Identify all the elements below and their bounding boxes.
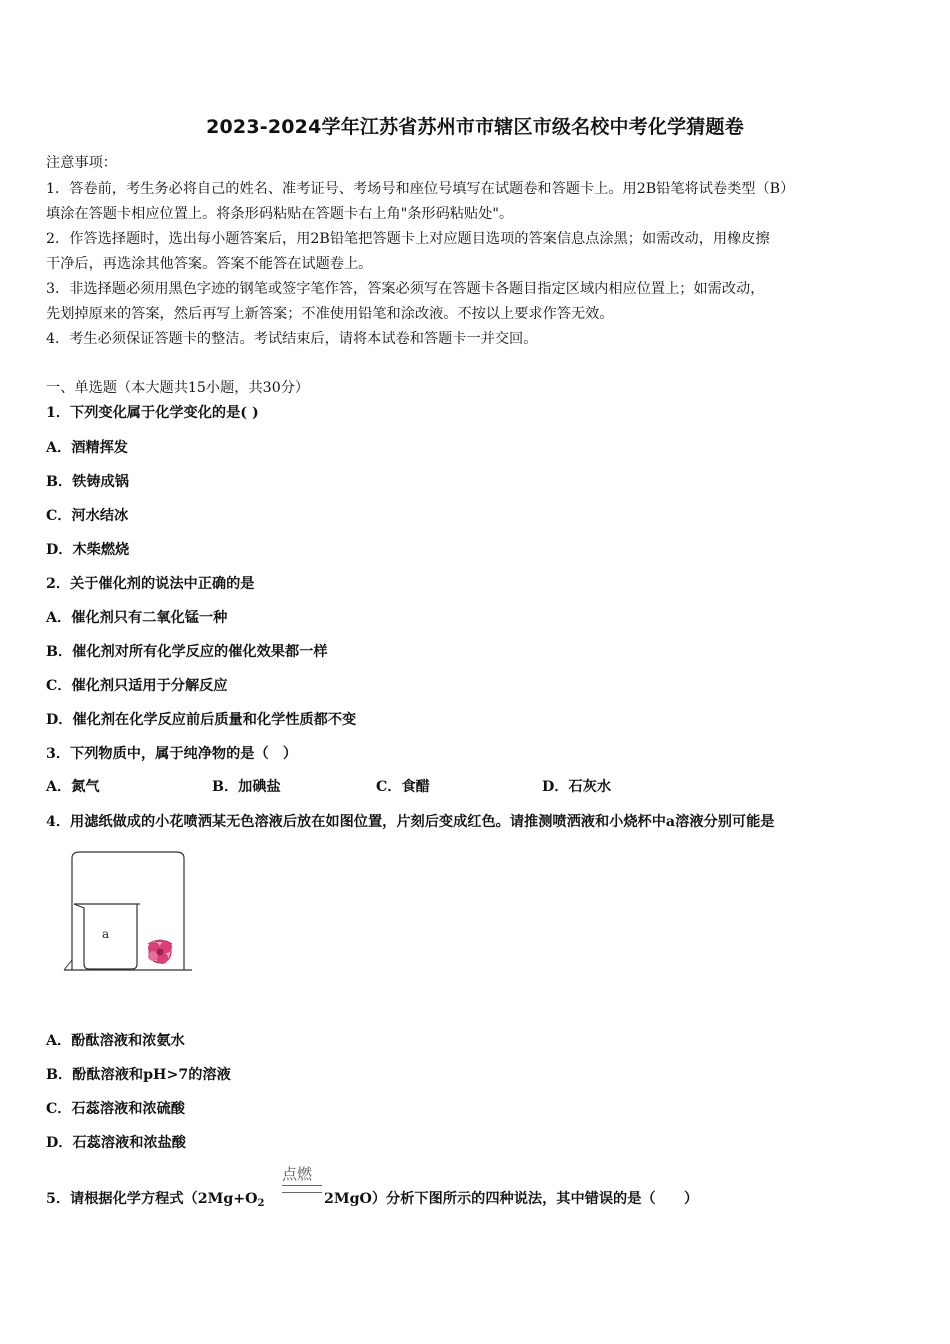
q5-stem — [46, 1163, 926, 1223]
q1-stem: 1．下列变化属于化学变化的是( ) — [46, 405, 259, 421]
notice-heading: 注意事项： — [46, 155, 117, 171]
q2-stem: 2．关于催化剂的说法中正确的是 — [46, 576, 255, 592]
q2-option-b: B．催化剂对所有化学反应的催化效果都一样 — [46, 644, 328, 660]
q2-option-d: D．催化剂在化学反应前后质量和化学性质都不变 — [46, 712, 357, 728]
notice-line: 填涂在答题卡相应位置上。将条形码粘贴在答题卡右上角"条形码粘贴处"。 — [46, 206, 514, 222]
q4-option-b: B．酚酞溶液和pH>7的溶液 — [46, 1067, 231, 1083]
q3-stem: 3．下列物质中，属于纯净物的是（ ） — [46, 746, 298, 762]
q4-option-c: C．石蕊溶液和浓硫酸 — [46, 1101, 185, 1117]
bell-jar-figure — [62, 848, 194, 976]
base-slant-left — [64, 960, 72, 970]
q1-option-a: A．酒精挥发 — [46, 440, 128, 456]
notice-line: 先划掉原来的答案，然后再写上新答案；不准使用铅笔和涂改液。不按以上要求作答无效。 — [46, 306, 614, 322]
q1-option-d: D．木柴燃烧 — [46, 542, 130, 558]
q3-option-b: B．加碘盐 — [212, 779, 281, 795]
notice-line: 4．考生必须保证答题卡的整洁。考试结束后，请将本试卷和答题卡一并交回。 — [46, 331, 538, 347]
q1-option-b: B．铁铸成锅 — [46, 474, 129, 490]
q3-option-c: C．食醋 — [376, 779, 430, 795]
notice-line: 3．非选择题必须用黑色字迹的钢笔或签字笔作答，答案必须写在答题卡各题目指定区域内相应位置上；如需改动， — [46, 281, 765, 297]
beaker-label: a — [102, 927, 110, 941]
o2-subscript: 2 — [257, 1198, 265, 1209]
notice-line: 干净后，再选涂其他答案。答案不能答在试题卷上。 — [46, 256, 373, 272]
section-heading: 一、单选题（本大题共15小题，共30分） — [46, 380, 310, 396]
q3-option-d: D．石灰水 — [542, 779, 612, 795]
q5-stem-post: 2MgO）分析下图所示的四种说法，其中错误的是（ ） — [324, 1191, 699, 1207]
q4-option-a: A．酚酞溶液和浓氨水 — [46, 1033, 185, 1049]
q1-option-c: C．河水结冰 — [46, 508, 129, 524]
notice-line: 1．答卷前，考生务必将自己的姓名、准考证号、考场号和座位号填写在试题卷和答题卡上。用2B铅笔将试卷类型（B） — [46, 181, 795, 197]
paper-flower-icon — [148, 940, 172, 964]
q4-option-d: D．石蕊溶液和浓盐酸 — [46, 1135, 186, 1151]
q2-option-c: C．催化剂只适用于分解反应 — [46, 678, 228, 694]
reaction-condition: 点燃 — [282, 1165, 313, 1183]
q5-stem-pre — [46, 1188, 264, 1209]
q2-option-a: A．催化剂只有二氧化锰一种 — [46, 610, 228, 626]
q4-stem: 4．用滤纸做成的小花喷洒某无色溶液后放在如图位置，片刻后变成红色。请推测喷洒液和小烧杯中a溶液分别可能是 — [46, 814, 775, 830]
q3-option-a: A．氮气 — [46, 779, 100, 795]
q5-pre-text: 5．请根据化学方程式（2Mg+O — [46, 1191, 258, 1207]
exam-title: 2023-2024学年江苏省苏州市市辖区市级名校中考化学猜题卷 — [206, 116, 744, 138]
reaction-equals-sign — [282, 1185, 322, 1193]
notice-line: 2．作答选择题时，选出每小题答案后，用2B铅笔把答题卡上对应题目选项的答案信息点涂黑；如需改动，用橡皮擦 — [46, 231, 770, 247]
